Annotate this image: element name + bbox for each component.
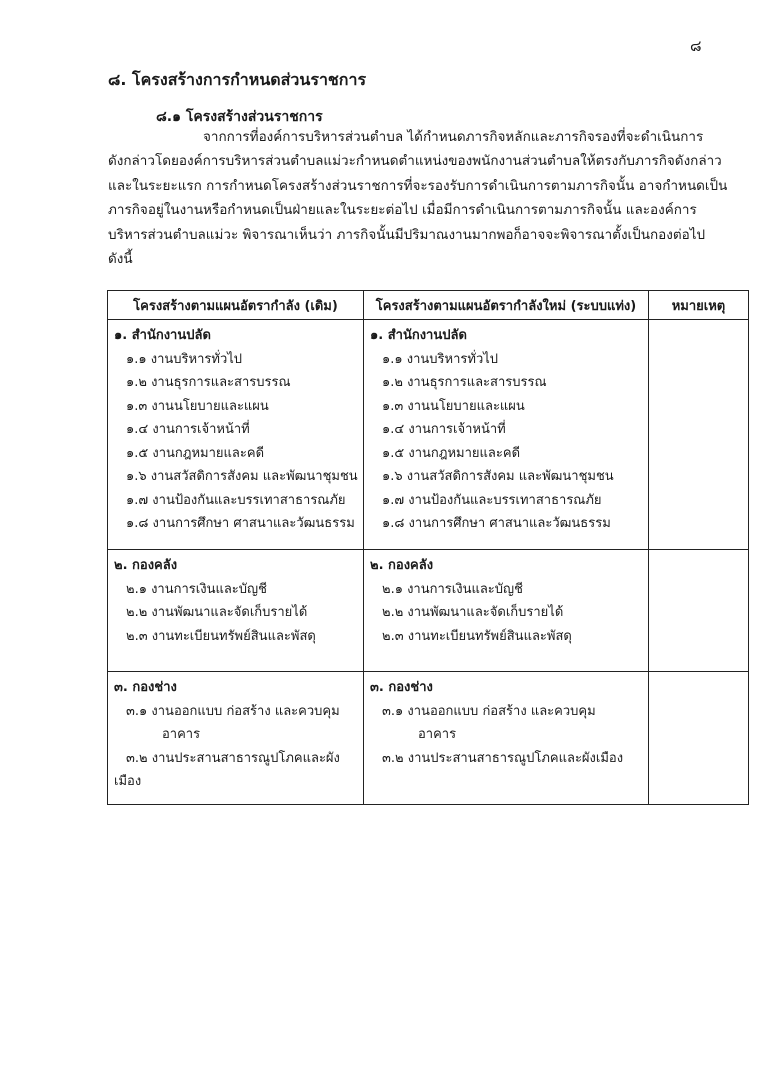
group-title: ๒. กองคลัง xyxy=(370,558,434,573)
list-item: ๒.๓ งานทะเบียนทรัพย์สินและพัสดุ xyxy=(382,628,572,644)
section-heading: ๘. โครงสร้างการกำหนดส่วนราชการ xyxy=(108,70,367,89)
old-structure-cell xyxy=(108,672,364,805)
table-row xyxy=(108,320,749,550)
list-item: ๒.๒ งานพัฒนาและจัดเก็บรายได้ xyxy=(126,605,308,620)
list-item: ๑.๓ งานนโยบายและแผน xyxy=(126,398,269,414)
list-item: ๓.๑ งานออกแบบ ก่อสร้าง และควบคุม xyxy=(126,703,340,719)
list-item: ๑.๘ งานการศึกษา ศาสนาและวัฒนธรรม xyxy=(126,516,355,531)
list-item: ๑.๗ งานป้องกันและบรรเทาสาธารณภัย xyxy=(126,492,346,508)
list-item: ๑.๔ งานการเจ้าหน้าที่ xyxy=(382,422,506,437)
paragraph-line: จากการที่องค์การบริหารส่วนตำบล ได้กำหนดภารกิจหลักและภารกิจรองที่จะดำเนินการ xyxy=(203,129,704,145)
list-item: ๑.๘ งานการศึกษา ศาสนาและวัฒนธรรม xyxy=(382,516,611,531)
group-title: ๓. กองช่าง xyxy=(114,680,177,695)
table-row xyxy=(108,550,749,672)
remarks-cell xyxy=(649,320,749,550)
list-item-continuation: เมือง xyxy=(114,774,142,789)
header-new-structure: โครงสร้างตามแผนอัตรากำลังใหม่ (ระบบแท่ง) xyxy=(364,291,649,320)
new-structure-cell xyxy=(364,550,649,672)
list-item: ๓.๑ งานออกแบบ ก่อสร้าง และควบคุม xyxy=(382,703,596,719)
list-item: ๑.๑ งานบริหารทั่วไป xyxy=(382,351,499,367)
paragraph-line: ภารกิจอยู่ในงานหรือกำหนดเป็นฝ่ายและในระยะต่อไป เมื่อมีการดำเนินการตามภารกิจนั้น และองค์การ xyxy=(108,202,697,218)
table-row xyxy=(108,672,749,805)
list-item: ๑.๖ งานสวัสดิการสังคม และพัฒนาชุมชน xyxy=(382,469,614,484)
list-item-continuation: อาคาร xyxy=(418,727,457,742)
subsection-heading: ๘.๑ โครงสร้างส่วนราชการ xyxy=(156,109,323,125)
old-structure-cell xyxy=(108,550,364,672)
group-title: ๑. สำนักงานปลัด xyxy=(114,328,211,343)
list-item-continuation: อาคาร xyxy=(162,727,201,742)
list-item: ๑.๓ งานนโยบายและแผน xyxy=(382,398,525,414)
list-item: ๓.๒ งานประสานสาธารณูปโภคและผัง xyxy=(126,750,340,766)
paragraph-line: และในระยะแรก การกำหนดโครงสร้างส่วนราชการที่จะรองรับการดำเนินการตามภารกิจนั้น อาจกำหนดเป็น xyxy=(108,178,728,194)
list-item: ๓.๒ งานประสานสาธารณูปโภคและผังเมือง xyxy=(382,750,624,766)
list-item: ๑.๒ งานธุรการและสารบรรณ xyxy=(382,375,547,390)
list-item: ๒.๑ งานการเงินและบัญชี xyxy=(382,581,523,597)
paragraph-line: ดังกล่าวโดยองค์การบริหารส่วนตำบลแม่วะกำหนดตำแหน่งของพนักงานส่วนตำบลให้ตรงกับภารกิจดังกล่าว xyxy=(108,153,722,169)
structure-table xyxy=(107,290,749,805)
remarks-cell xyxy=(649,672,749,805)
list-item: ๑.๗ งานป้องกันและบรรเทาสาธารณภัย xyxy=(382,492,602,508)
remarks-cell xyxy=(649,550,749,672)
list-item: ๒.๒ งานพัฒนาและจัดเก็บรายได้ xyxy=(382,605,564,620)
header-remarks: หมายเหตุ xyxy=(649,291,749,320)
list-item: ๑.๖ งานสวัสดิการสังคม และพัฒนาชุมชน xyxy=(126,469,358,484)
list-item: ๑.๒ งานธุรการและสารบรรณ xyxy=(126,375,291,390)
new-structure-cell xyxy=(364,320,649,550)
group-title: ๑. สำนักงานปลัด xyxy=(370,328,467,343)
old-structure-cell xyxy=(108,320,364,550)
paragraph-line: บริหารส่วนตำบลแม่วะ พิจารณาเห็นว่า ภารกิจนั้นมีปริมาณงานมากพอก็อาจจะพิจารณาตั้งเป็นกองต่อไป xyxy=(108,227,706,243)
list-item: ๑.๔ งานการเจ้าหน้าที่ xyxy=(126,422,250,437)
list-item: ๑.๕ งานกฎหมายและคดี xyxy=(126,445,265,461)
table-header-row xyxy=(108,291,749,320)
new-structure-cell xyxy=(364,672,649,805)
list-item: ๑.๑ งานบริหารทั่วไป xyxy=(126,351,243,367)
page-number: ๘ xyxy=(690,37,702,55)
paragraph-line: ดังนี้ xyxy=(108,251,133,267)
list-item: ๒.๓ งานทะเบียนทรัพย์สินและพัสดุ xyxy=(126,628,316,644)
list-item: ๒.๑ งานการเงินและบัญชี xyxy=(126,581,267,597)
list-item: ๑.๕ งานกฎหมายและคดี xyxy=(382,445,521,461)
group-title: ๒. กองคลัง xyxy=(114,558,178,573)
header-old-structure: โครงสร้างตามแผนอัตรากำลัง (เดิม) xyxy=(108,291,364,320)
group-title: ๓. กองช่าง xyxy=(370,680,433,695)
